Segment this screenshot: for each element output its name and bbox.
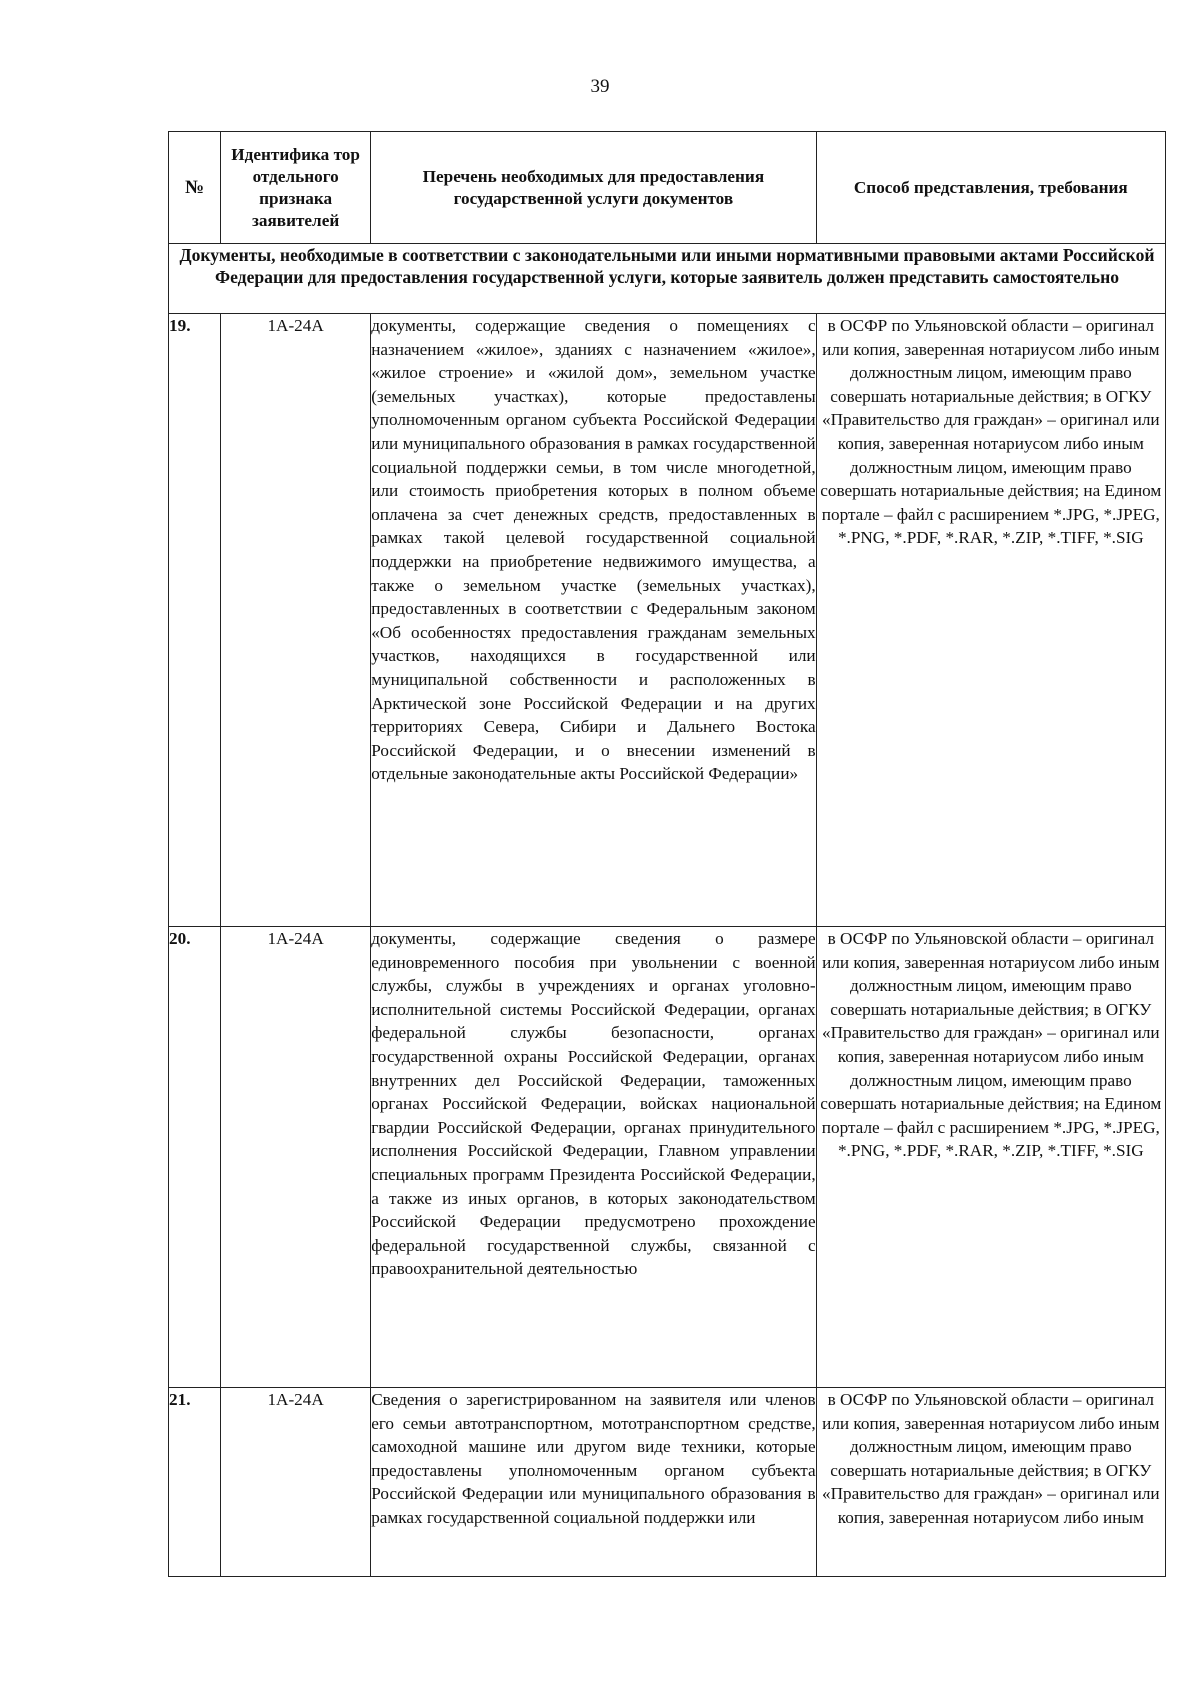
row-identifier: 1А-24А bbox=[221, 927, 371, 1388]
header-method: Способ представления, требования bbox=[816, 132, 1165, 244]
page-number: 39 bbox=[590, 76, 610, 97]
row-number: 19. bbox=[169, 314, 221, 927]
row-method: в ОСФР по Ульяновской области – оригинал или копия, заверенная нотариусом либо иным должностным лицом, имеющим право совершать нотариальные действия; в ОГКУ «Правительство для граждан» – оригинал или копия, заверенная нотариусом либо иным bbox=[816, 1388, 1165, 1577]
row-method: в ОСФР по Ульяновской области – оригинал или копия, заверенная нотариусом либо иным должностным лицом, имеющим право совершать нотариальные действия; в ОГКУ «Правительство для граждан» – оригинал или копия, заверенная нотариусом либо иным должностным лицом, имеющим право совершать нотариальные действия; на Едином портале – файл с расширением *.JPG, *.JPEG, *.PNG, *.PDF, *.RAR, *.ZIP, *.TIFF, *.SIG bbox=[816, 927, 1165, 1388]
row-identifier: 1А-24А bbox=[221, 314, 371, 927]
table-row bbox=[169, 314, 1166, 927]
header-num: № bbox=[169, 132, 221, 244]
table-row bbox=[169, 927, 1166, 1388]
row-documents: документы, содержащие сведения о помещениях с назначением «жилое», зданиях с назначением «жилое», «жилое строение» и «жилой дом», земельном участке (земельных участках), которые предоставлены уполномоченным органом субъекта Российской Федерации или муниципального образования в рамках государственной социальной поддержки семьи, в том числе многодетной, или стоимость приобретения которых в полном объеме оплачена за счет денежных средств, предоставленных в рамках такой целевой государственной социальной поддержки на приобретение недвижимого имущества, а также о земельном участке (земельных участках), предоставленных в соответствии с Федеральным законом «Об особенностях предоставления гражданам земельных участков, находящихся в государственной или муниципальной собственности и расположенных в Арктической зоне Российской Федерации и на других территориях Севера, Сибири и Дальнего Востока Российской Федерации, и о внесении изменений в отдельные законодательные акты Российской Федерации» bbox=[371, 314, 816, 927]
header-documents: Перечень необходимых для предоставления государственной услуги документов bbox=[371, 132, 816, 244]
table-header-row bbox=[169, 132, 1166, 244]
row-identifier: 1А-24А bbox=[221, 1388, 371, 1577]
table-row bbox=[169, 1388, 1166, 1577]
row-documents: Сведения о зарегистрированном на заявителя или членов его семьи автотранспортном, мототранспортном средстве, самоходной машине или другом виде техники, которые предоставлены уполномоченным органом субъекта Российской Федерации или муниципального образования в рамках государственной социальной поддержки или bbox=[371, 1388, 816, 1577]
row-number: 20. bbox=[169, 927, 221, 1388]
section-title: Документы, необходимые в соответствии с законодательными или иными нормативными правовыми актами Российской Федерации для предоставления государственной услуги, которые заявитель должен представить самостоятельно bbox=[169, 244, 1166, 314]
documents-table bbox=[168, 131, 1166, 1577]
row-method: в ОСФР по Ульяновской области – оригинал или копия, заверенная нотариусом либо иным должностным лицом, имеющим право совершать нотариальные действия; в ОГКУ «Правительство для граждан» – оригинал или копия, заверенная нотариусом либо иным должностным лицом, имеющим право совершать нотариальные действия; на Едином портале – файл с расширением *.JPG, *.JPEG, *.PNG, *.PDF, *.RAR, *.ZIP, *.TIFF, *.SIG bbox=[816, 314, 1165, 927]
row-documents: документы, содержащие сведения о размере единовременного пособия при увольнении с военной службы, службы в учреждениях и органах уголовно-исполнительной системы Российской Федерации, органах федеральной службы безопасности, органах государственной охраны Российской Федерации, органах внутренних дел Российской Федерации, таможенных органах Российской Федерации, войсках национальной гвардии Российской Федерации, органах принудительного исполнения Российской Федерации, Главном управлении специальных программ Президента Российской Федерации, а также из иных органов, в которых законодательством Российской Федерации предусмотрено прохождение федеральной государственной службы, связанной с правоохранительной деятельностью bbox=[371, 927, 816, 1388]
section-title-row bbox=[169, 244, 1166, 314]
header-identifier: Идентифика тор отдельного признака заявителей bbox=[221, 132, 371, 244]
row-number: 21. bbox=[169, 1388, 221, 1577]
